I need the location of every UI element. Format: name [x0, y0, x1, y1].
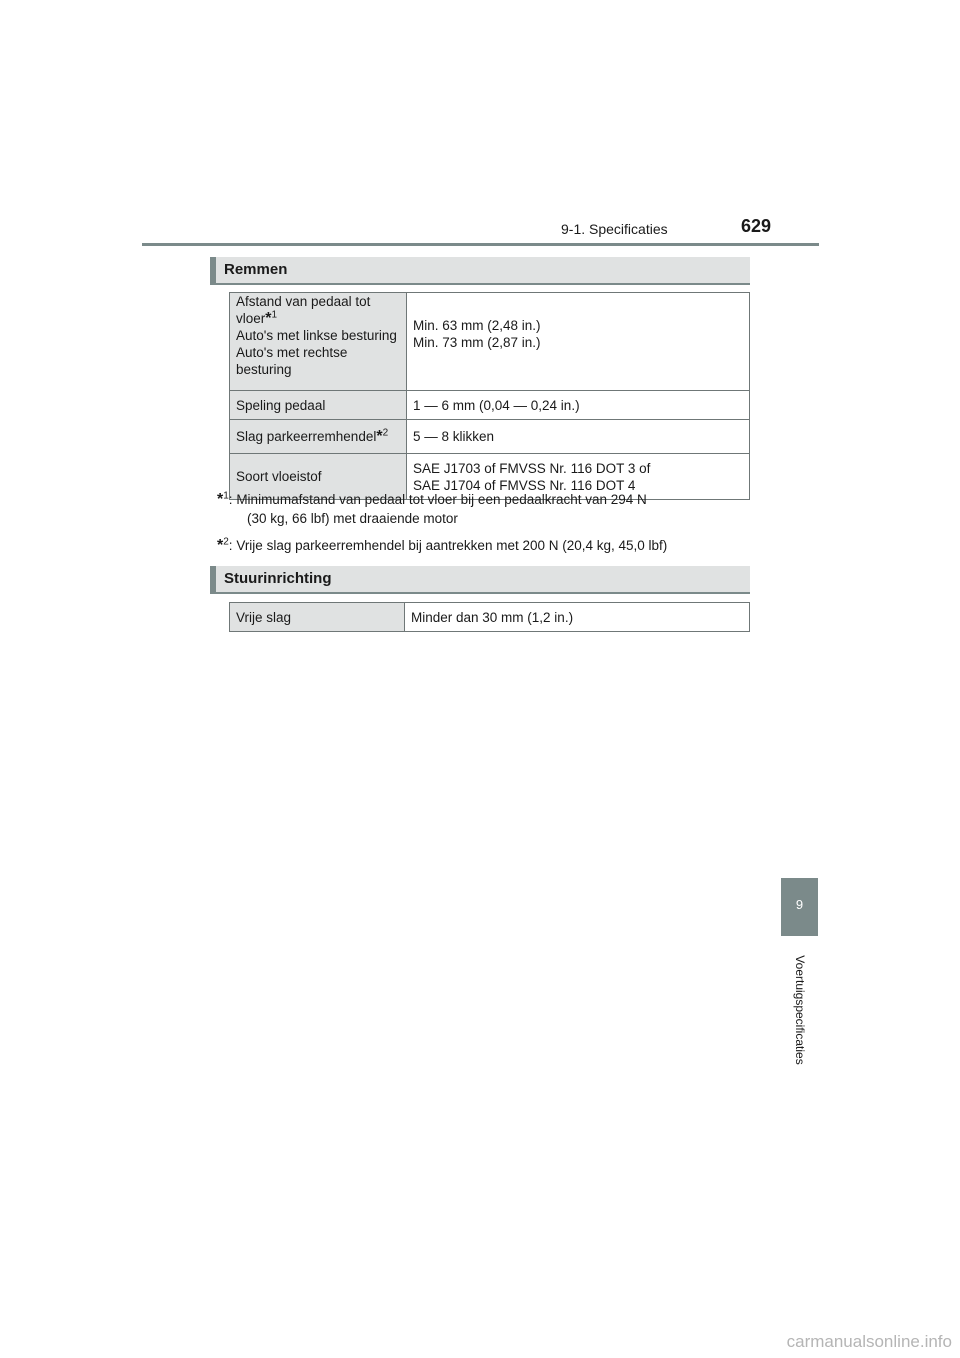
- watermark: carmanualsonline.info: [786, 1332, 952, 1351]
- header-rule: [142, 243, 819, 246]
- footnote-ref: 2: [382, 427, 389, 439]
- spec-value: SAE J1703 of FMVSS Nr. 116 DOT 3 of SAE J1704 of FMVSS Nr. 116 DOT 4: [407, 454, 750, 500]
- section-heading: Stuurinrichting: [224, 570, 332, 587]
- section-marker: [210, 566, 216, 594]
- section-heading: Remmen: [224, 261, 288, 278]
- table-row: [230, 420, 750, 454]
- table-row: [230, 391, 750, 420]
- section-bar-steering: [210, 566, 750, 594]
- spec-value: 5 — 8 klikken: [407, 420, 750, 454]
- footnote-2: *$^2$: Vrije slag parkeerremhendel bij aantrekken met 200 N (20,4 kg, 45,0 lbf): [217, 536, 668, 554]
- spec-key: Vrije slag: [230, 603, 405, 632]
- spec-value: Minder dan 30 mm (1,2 in.): [405, 603, 750, 632]
- spec-key: Soort vloeistof: [230, 454, 407, 500]
- table-row: [230, 603, 750, 632]
- steering-spec-table: [229, 602, 750, 632]
- footnote-ref: 1: [271, 309, 278, 321]
- section-marker: [210, 257, 216, 285]
- brakes-spec-table: [229, 292, 750, 500]
- page-number: 629: [741, 216, 772, 236]
- spec-key: Slag parkeerremhendel*$^2$: [230, 420, 407, 454]
- footnote-1: *$^1$: Minimumafstand van pedaal tot vloer bij een pedaalkracht van 294 N (30 kg, 66 lbf) met draaiende motor: [217, 490, 647, 526]
- section-title: 9-1. Specificaties: [561, 221, 668, 237]
- spec-value: Min. 63 mm (2,48 in.) Min. 73 mm (2,87 in.): [407, 293, 750, 391]
- spec-value: 1 — 6 mm (0,04 — 0,24 in.): [407, 391, 750, 420]
- chapter-number: 9: [795, 897, 804, 912]
- section-bar-brakes: [210, 257, 750, 285]
- chapter-title: Voertuigspecificaties: [793, 955, 807, 1065]
- spec-key: Speling pedaal: [230, 391, 407, 420]
- chapter-tab: [781, 878, 818, 936]
- spec-key: Afstand van pedaal tot vloer*$^1$ Auto's met linkse besturing Auto's met rechtse besturing: [230, 293, 407, 391]
- table-row: [230, 293, 750, 391]
